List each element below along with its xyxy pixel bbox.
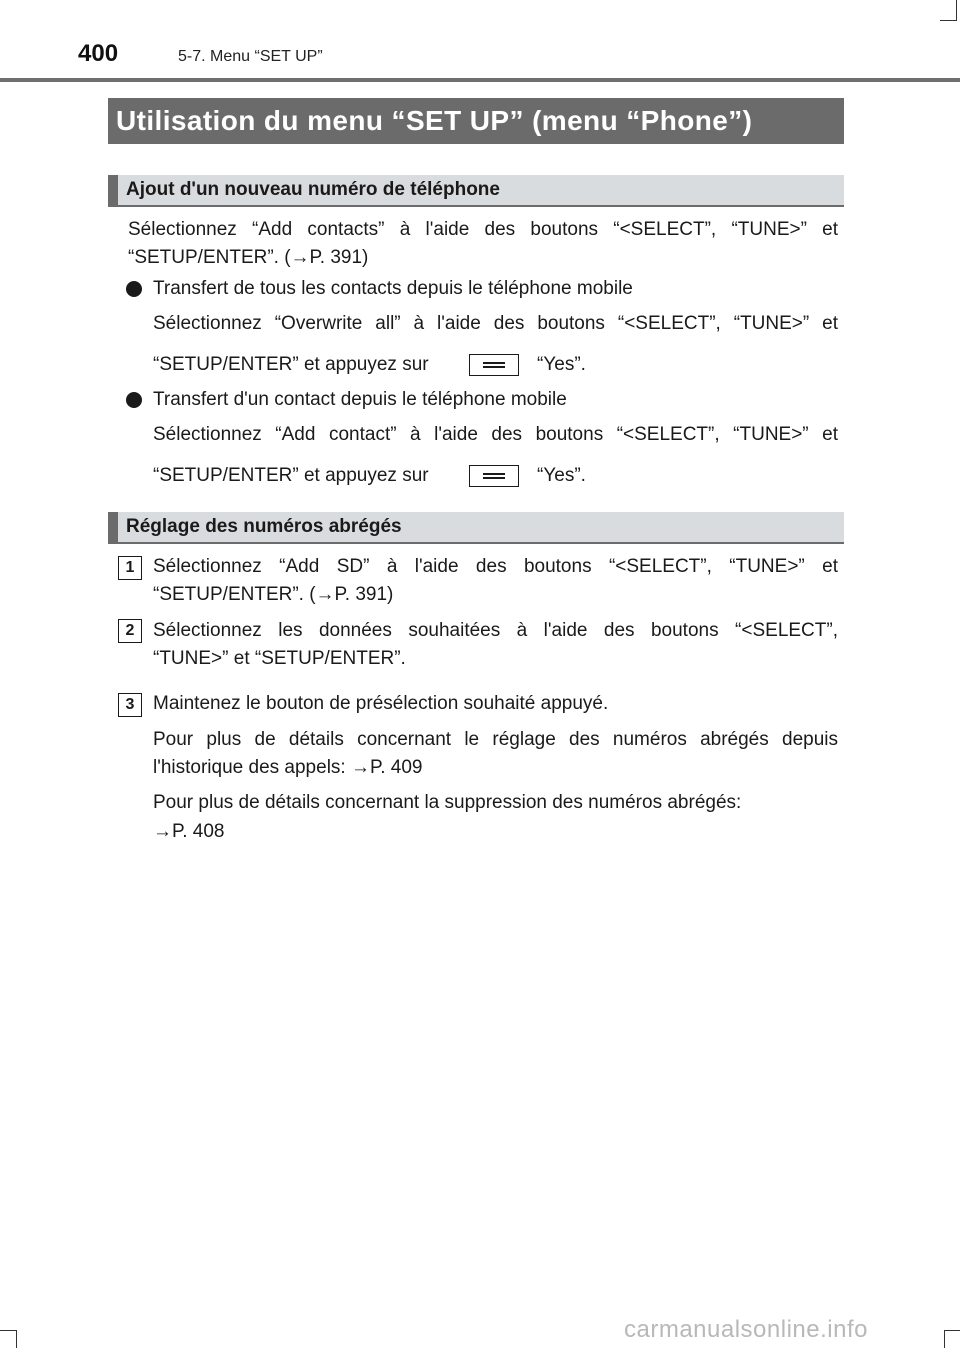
- page-title: Utilisation du menu “SET UP” (menu “Phone”): [108, 98, 844, 144]
- bullet1-title: Transfert de tous les contacts depuis le téléphone mobile: [153, 278, 633, 299]
- section-heading-speed-dial: Réglage des numéros abrégés: [108, 512, 844, 544]
- footer-watermark: carmanualsonline.info: [624, 1316, 868, 1343]
- step-number-3: 3: [118, 693, 142, 717]
- crop-mark: [956, 0, 957, 20]
- section-heading-add-number: Ajout d'un nouveau numéro de téléphone: [108, 175, 844, 207]
- note2-line1: Pour plus de détails concernant la suppression des numéros abrégés:: [153, 792, 742, 813]
- step-number-1: 1: [118, 556, 142, 580]
- note2-line2: →P. 408: [153, 821, 225, 842]
- note1-line1: Pour plus de détails concernant le réglage des numéros abrégés depuis: [153, 729, 838, 750]
- bullet-icon: [126, 392, 142, 408]
- step-number-2: 2: [118, 619, 142, 643]
- intro-text-line2: “SETUP/ENTER”. (→P. 391): [128, 247, 369, 268]
- step2-line1: Sélectionnez les données souhaitées à l'aide des boutons “<SELECT”,: [153, 620, 838, 641]
- bullet1-line1: Sélectionnez “Overwrite all” à l'aide des boutons “<SELECT”, “TUNE>” et: [153, 313, 838, 334]
- bullet2-title: Transfert d'un contact depuis le téléphone mobile: [153, 389, 567, 410]
- section-reference: 5-7. Menu “SET UP”: [178, 48, 323, 65]
- crop-mark: [0, 1330, 16, 1331]
- bullet2-line2-before: “SETUP/ENTER” et appuyez sur: [153, 465, 429, 486]
- step1-line1: Sélectionnez “Add SD” à l'aide des boutons “<SELECT”, “TUNE>” et: [153, 556, 838, 577]
- crop-mark: [944, 1330, 960, 1331]
- step3-line1: Maintenez le bouton de présélection souhaité appuyé.: [153, 693, 609, 714]
- enter-key-icon: [469, 354, 519, 376]
- page-number: 400: [78, 40, 119, 67]
- bullet-icon: [126, 281, 142, 297]
- note1-line2: l'historique des appels: →P. 409: [153, 757, 423, 778]
- step1-line2: “SETUP/ENTER”. (→P. 391): [153, 584, 394, 605]
- crop-mark: [944, 1330, 945, 1348]
- header-divider: [0, 78, 960, 82]
- crop-mark: [940, 20, 957, 21]
- bullet1-line2-before: “SETUP/ENTER” et appuyez sur: [153, 354, 429, 375]
- bullet2-line2-after: “Yes”.: [537, 465, 586, 486]
- enter-key-icon: [469, 465, 519, 487]
- intro-text-line1: Sélectionnez “Add contacts” à l'aide des boutons “<SELECT”, “TUNE>” et: [128, 219, 838, 240]
- crop-mark: [16, 1330, 17, 1348]
- bullet1-line2-after: “Yes”.: [537, 354, 586, 375]
- bullet2-line1: Sélectionnez “Add contact” à l'aide des boutons “<SELECT”, “TUNE>” et: [153, 424, 838, 445]
- step2-line2: “TUNE>” et “SETUP/ENTER”.: [153, 648, 406, 669]
